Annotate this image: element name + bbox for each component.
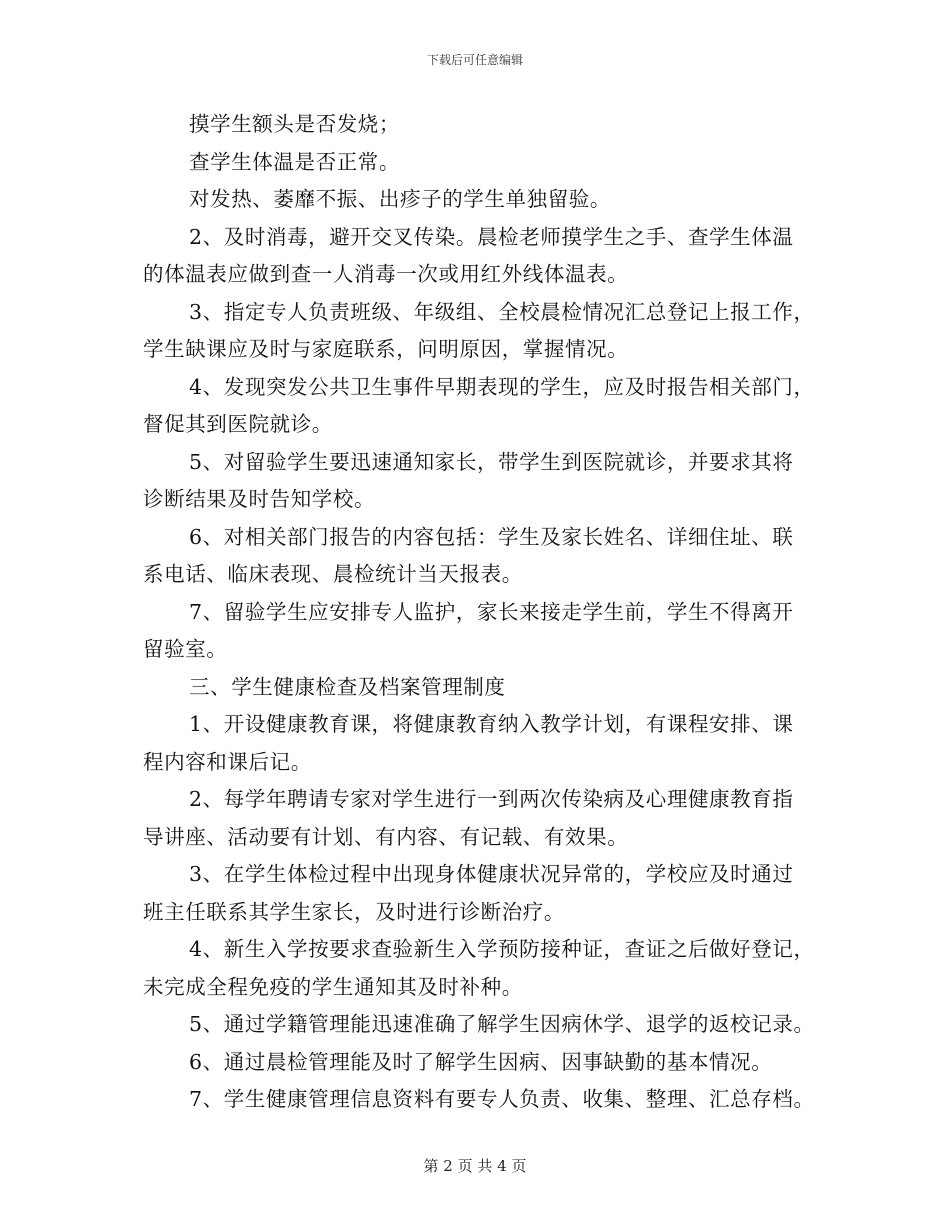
- text-line: 3、指定专人负责班级、年级组、全校晨检情况汇总登记上报工作，: [189, 299, 815, 324]
- text-line: 2、每学年聘请专家对学生进行一到两次传染病及心理健康教育指: [189, 787, 794, 811]
- paragraph: [143, 856, 833, 931]
- text-line: 导讲座、活动要有计划、有内容、有记载、有效果。: [143, 824, 629, 849]
- text-line: 5、通过学籍管理能迅速准确了解学生因病休学、退学的返校记录。: [189, 1012, 815, 1036]
- document-body: [143, 106, 833, 1119]
- text-line: 留验室。: [143, 637, 228, 661]
- text-line: 程内容和课后记。: [143, 749, 312, 774]
- paragraph: [143, 931, 833, 1006]
- paragraph: [143, 444, 833, 519]
- text-line: 查学生体温是否正常。: [189, 149, 400, 174]
- text-line: 三、学生健康检查及档案管理制度: [189, 674, 506, 699]
- page-number: 第 2 页 共 4 页: [423, 1157, 527, 1175]
- paragraph: [143, 369, 833, 444]
- text-line: 未完成全程免疫的学生通知其及时补种。: [143, 974, 523, 999]
- paragraph: [143, 781, 833, 856]
- text-line: 的体温表应做到查一人消毒一次或用红外线体温表。: [143, 262, 629, 286]
- paragraph: [143, 294, 833, 369]
- text-line: 1、开设健康教育课，将健康教育纳入教学计划，有课程安排、课: [189, 712, 794, 736]
- text-line: 督促其到医院就诊。: [143, 412, 333, 436]
- text-line: 对发热、萎靡不振、出疹子的学生单独留验。: [189, 187, 611, 211]
- text-line: 4、发现突发公共卫生事件早期表现的学生，应及时报告相关部门，: [189, 374, 815, 399]
- text-line: 摸学生额头是否发烧；: [189, 112, 400, 136]
- text-line: 7、留验学生应安排专人监护，家长来接走学生前，学生不得离开: [189, 599, 794, 624]
- paragraph: [143, 1044, 833, 1082]
- paragraph: [143, 144, 833, 182]
- paragraph: [143, 706, 833, 781]
- page-header-note: 下载后可任意编辑: [426, 53, 523, 67]
- text-line: 系电话、临床表现、晨检统计当天报表。: [143, 562, 523, 586]
- paragraph: [143, 106, 833, 144]
- paragraph: [143, 219, 833, 294]
- paragraph: [143, 1006, 833, 1044]
- text-line: 5、对留验学生要迅速通知家长，带学生到医院就诊，并要求其将: [189, 449, 794, 474]
- paragraph: [143, 1081, 833, 1119]
- text-line: 班主任联系其学生家长，及时进行诊断治疗。: [143, 899, 565, 924]
- text-line: 诊断结果及时告知学校。: [143, 487, 376, 511]
- text-line: 4、新生入学按要求查验新生入学预防接种证，查证之后做好登记，: [189, 937, 815, 961]
- paragraph: [143, 519, 833, 594]
- text-line: 6、通过晨检管理能及时了解学生因病、因事缺勤的基本情况。: [189, 1049, 773, 1074]
- section-heading: [143, 669, 833, 707]
- text-line: 学生缺课应及时与家庭联系，问明原因，掌握情况。: [143, 337, 629, 361]
- paragraph: [143, 594, 833, 669]
- text-line: 3、在学生体检过程中出现身体健康状况异常的，学校应及时通过: [189, 862, 794, 886]
- text-line: 6、对相关部门报告的内容包括：学生及家长姓名、详细住址、联: [189, 524, 794, 549]
- paragraph: [143, 181, 833, 219]
- text-line: 2、及时消毒，避开交叉传染。晨检老师摸学生之手、查学生体温: [189, 224, 794, 249]
- text-line: 7、学生健康管理信息资料有要专人负责、收集、整理、汇总存档。: [189, 1087, 815, 1111]
